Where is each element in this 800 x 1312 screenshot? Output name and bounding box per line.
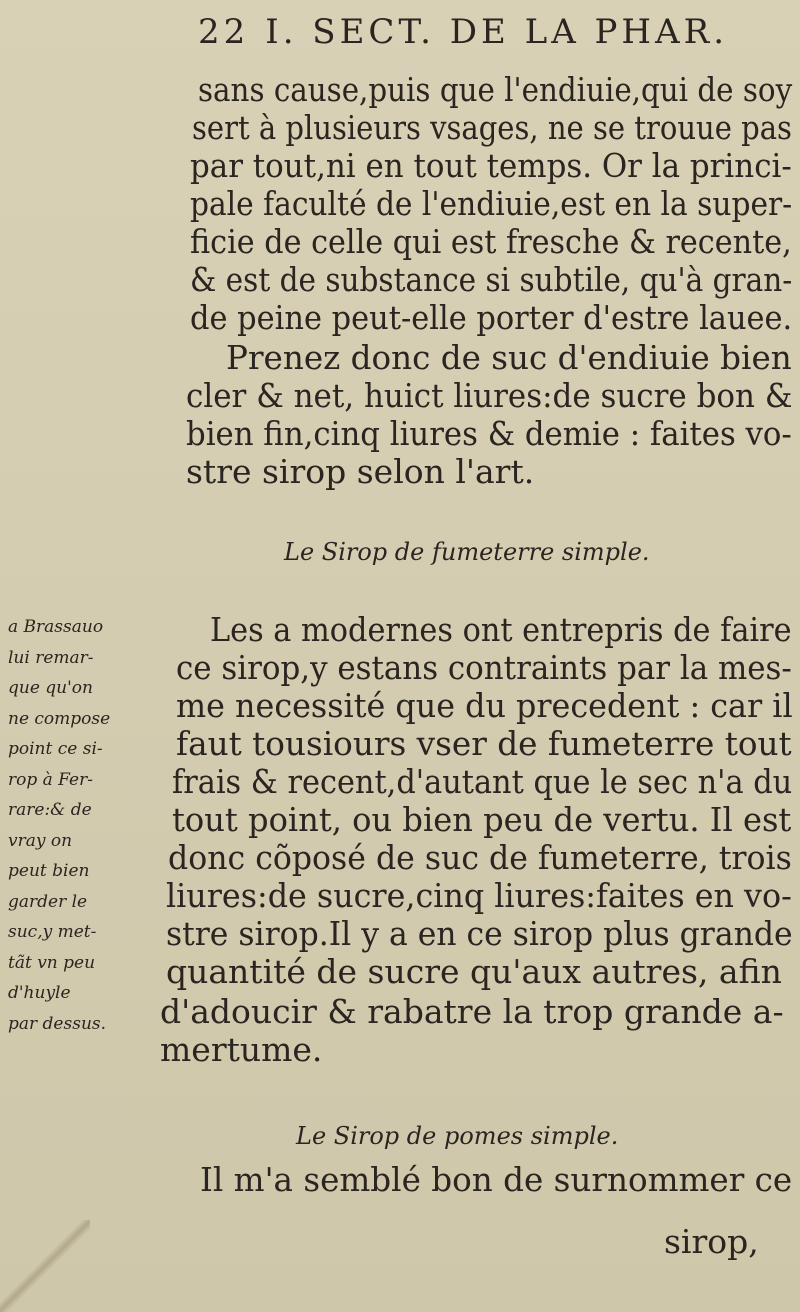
text-line: mertume. — [160, 1030, 323, 1069]
margin-line: ne compose — [8, 708, 111, 729]
text-line: Prenez donc de suc d'endiuie bien — [226, 338, 792, 377]
text-line: d'adoucir & rabatre la trop grande a- — [160, 992, 784, 1031]
margin-line: a Brassauo — [8, 617, 104, 637]
text-line: faut tousiours vser de fumeterre tout — [176, 724, 792, 763]
text-line: tout point, ou bien peu de vertu. Il est — [172, 800, 792, 839]
text-line: bien fin,cinq liures & demie : faites vo- — [186, 414, 792, 453]
margin-line: suc,y met- — [8, 922, 97, 942]
margin-line: d'huyle — [8, 983, 71, 1003]
text-line: de peine peut-elle porter d'estre lauee. — [190, 298, 793, 337]
text-line: pale faculté de l'endiuie,est en la super- — [190, 184, 793, 223]
text-line: liures:de sucre,cinq liures:faites en vo- — [166, 876, 792, 915]
margin-line: garder le — [8, 891, 88, 912]
margin-line: que qu'on — [8, 678, 93, 698]
text-line: me necessité que du precedent : car il — [176, 686, 793, 725]
text-line: Il m'a semblé bon de surnommer ce — [200, 1160, 793, 1199]
margin-line: lui remar- — [8, 647, 94, 668]
margin-line: rop à Fer- — [8, 769, 93, 790]
text-line: par tout,ni en tout temps. Or la princi- — [190, 146, 792, 185]
text-line: & est de substance si subtile, qu'à gran- — [190, 260, 793, 299]
running-title: I. SECT. DE LA PHAR. — [265, 12, 729, 52]
running-header — [198, 12, 788, 62]
margin-line: point ce si- — [8, 739, 103, 759]
page-number: 22 — [198, 12, 250, 52]
text-line: stre sirop selon l'art. — [186, 452, 535, 491]
text-line: sans cause,puis que l'endiuie,qui de soy — [198, 70, 793, 109]
margin-line: tãt vn peu — [8, 952, 96, 973]
text-line: ce sirop,y estans contraints par la mes- — [176, 648, 792, 687]
section-heading: Le Sirop de fumeterre simple. — [284, 538, 650, 566]
text-line: donc cõposé de suc de fumeterre, trois — [168, 838, 792, 877]
margin-line: vray on — [8, 830, 73, 851]
text-line: sirop, — [664, 1222, 759, 1261]
text-line: stre sirop.Il y a en ce sirop plus grande — [166, 914, 793, 953]
margin-note — [8, 612, 178, 1039]
text-line: quantité de sucre qu'aux autres, afin — [166, 952, 782, 991]
text-line: frais & recent,d'autant que le sec n'a du — [172, 762, 793, 801]
text-line: ficie de celle qui est fresche & recente, — [190, 222, 792, 261]
text-line: Les a modernes ont entrepris de faire — [210, 610, 792, 649]
section-heading: Le Sirop de pomes simple. — [296, 1122, 619, 1150]
margin-line: rare:& de — [8, 800, 92, 820]
text-line: sert à plusieurs vsages, ne se trouue pas — [192, 108, 792, 147]
margin-line: par dessus. — [8, 1013, 107, 1034]
margin-line: peut bien — [8, 861, 90, 881]
paper-crease — [0, 1220, 90, 1312]
text-line: cler & net, huict liures:de sucre bon & — [186, 376, 793, 415]
